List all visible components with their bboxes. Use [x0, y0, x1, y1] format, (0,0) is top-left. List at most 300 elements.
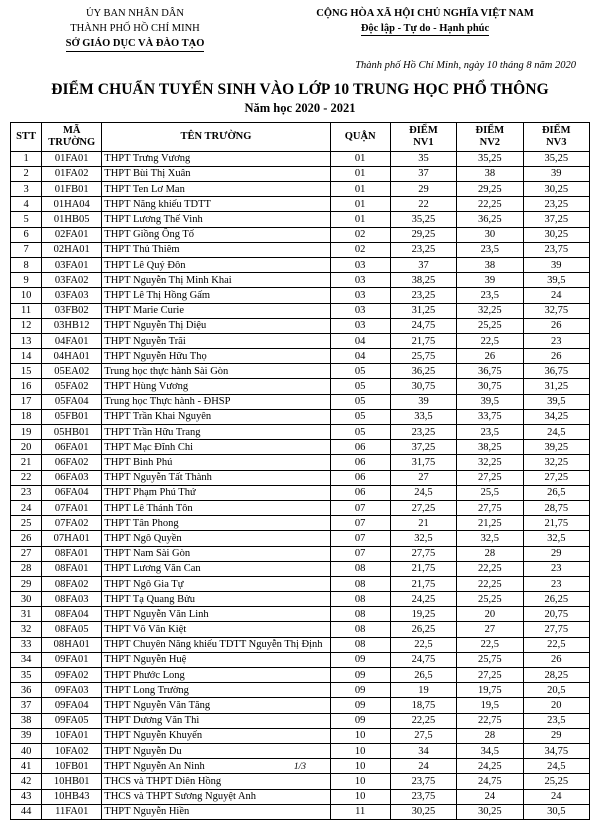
- cell-nv1: 22,25: [390, 713, 456, 728]
- cell-nv2: 26: [457, 349, 523, 364]
- cell-school-code: 05FB01: [42, 409, 102, 424]
- cell-stt: 26: [11, 531, 42, 546]
- table-row: [11, 531, 590, 546]
- cell-district: 08: [330, 576, 390, 591]
- table-row: [11, 273, 590, 288]
- cell-nv3: 37,25: [523, 212, 589, 227]
- cell-school-code: 03HB12: [42, 318, 102, 333]
- cell-nv1: 30,75: [390, 379, 456, 394]
- cell-school-code: 10FA02: [42, 743, 102, 758]
- cell-stt: 12: [11, 318, 42, 333]
- cell-district: 01: [330, 166, 390, 181]
- table-row: [11, 333, 590, 348]
- cell-school-code: 07FA01: [42, 500, 102, 515]
- cell-nv3: 27,25: [523, 470, 589, 485]
- table-row: [11, 698, 590, 713]
- table-row: [11, 774, 590, 789]
- cell-stt: 2: [11, 166, 42, 181]
- cell-nv2: 38,25: [457, 440, 523, 455]
- cell-nv3: 39: [523, 166, 589, 181]
- document-date: Thành phố Hồ Chí Minh, ngày 10 tháng 8 năm 2020: [355, 59, 576, 71]
- cell-stt: 42: [11, 774, 42, 789]
- cell-school-name: THPT Phạm Phú Thứ: [102, 485, 330, 500]
- cell-nv1: 23,25: [390, 242, 456, 257]
- cell-district: 11: [330, 804, 390, 819]
- cell-district: 07: [330, 531, 390, 546]
- cell-stt: 35: [11, 668, 42, 683]
- table-row: [11, 227, 590, 242]
- table-row: [11, 743, 590, 758]
- cell-district: 10: [330, 728, 390, 743]
- cell-nv2: 25,75: [457, 652, 523, 667]
- cell-school-code: 03FA01: [42, 257, 102, 272]
- cell-school-code: 08FA01: [42, 546, 102, 561]
- cell-school-name: THPT Nguyễn Huệ: [102, 652, 330, 667]
- cell-school-name: THPT Lê Thị Hồng Gấm: [102, 288, 330, 303]
- col-header-nv2: ĐIỂM NV2: [457, 122, 523, 151]
- cell-nv3: 34,25: [523, 409, 589, 424]
- cell-school-name: THPT Bùi Thị Xuân: [102, 166, 330, 181]
- cell-stt: 24: [11, 500, 42, 515]
- table-row: [11, 379, 590, 394]
- agency-line-2: THÀNH PHỐ HỒ CHÍ MINH: [70, 23, 200, 35]
- cell-district: 10: [330, 789, 390, 804]
- cell-nv1: 24: [390, 759, 456, 774]
- table-row: [11, 242, 590, 257]
- cell-nv2: 39,5: [457, 394, 523, 409]
- cell-school-name: THPT Dương Văn Thì: [102, 713, 330, 728]
- table-row: [11, 151, 590, 166]
- cell-nv2: 32,5: [457, 531, 523, 546]
- cell-stt: 19: [11, 425, 42, 440]
- table-header: [11, 122, 590, 151]
- cell-school-code: 08FA05: [42, 622, 102, 637]
- cell-nv1: 24,75: [390, 652, 456, 667]
- cell-nv1: 38,25: [390, 273, 456, 288]
- cell-nv3: 25,25: [523, 774, 589, 789]
- cell-school-name: THPT Năng khiếu TDTT: [102, 197, 330, 212]
- table-row: [11, 652, 590, 667]
- cell-district: 09: [330, 652, 390, 667]
- cell-nv2: 20: [457, 607, 523, 622]
- cell-nv1: 29: [390, 182, 456, 197]
- cell-nv2: 38: [457, 257, 523, 272]
- cell-district: 05: [330, 425, 390, 440]
- table-row: [11, 455, 590, 470]
- cell-nv1: 29,25: [390, 227, 456, 242]
- cell-stt: 34: [11, 652, 42, 667]
- cell-district: 08: [330, 637, 390, 652]
- cell-school-code: 03FA03: [42, 288, 102, 303]
- cell-nv2: 23,5: [457, 242, 523, 257]
- cell-nv1: 26,25: [390, 622, 456, 637]
- cell-district: 02: [330, 242, 390, 257]
- cell-nv3: 27,75: [523, 622, 589, 637]
- cell-stt: 29: [11, 576, 42, 591]
- cell-nv1: 23,25: [390, 288, 456, 303]
- cell-school-code: 01FA01: [42, 151, 102, 166]
- cell-school-name: THPT Lương Thế Vinh: [102, 212, 330, 227]
- cell-stt: 1: [11, 151, 42, 166]
- cell-school-name: THPT Nguyễn Văn Linh: [102, 607, 330, 622]
- agency-line-3-text: SỞ GIÁO DỤC VÀ ĐÀO TẠO: [66, 37, 205, 51]
- cell-nv1: 34: [390, 743, 456, 758]
- cell-nv2: 28: [457, 546, 523, 561]
- cell-nv1: 27,25: [390, 500, 456, 515]
- cell-nv1: 35,25: [390, 212, 456, 227]
- cell-district: 04: [330, 349, 390, 364]
- cell-nv1: 24,5: [390, 485, 456, 500]
- cell-school-name: THPT Long Trường: [102, 683, 330, 698]
- cell-school-name: THPT Mạc Đĩnh Chi: [102, 440, 330, 455]
- cell-stt: 32: [11, 622, 42, 637]
- cell-school-code: 09FA03: [42, 683, 102, 698]
- table-row: [11, 668, 590, 683]
- cell-nv1: 18,75: [390, 698, 456, 713]
- cell-stt: 33: [11, 637, 42, 652]
- cell-nv3: 28,75: [523, 500, 589, 515]
- cell-nv3: 34,75: [523, 743, 589, 758]
- cell-district: 03: [330, 273, 390, 288]
- cell-school-name: THPT Trần Khai Nguyên: [102, 409, 330, 424]
- cell-district: 07: [330, 546, 390, 561]
- cell-stt: 27: [11, 546, 42, 561]
- cell-nv2: 22,75: [457, 713, 523, 728]
- cell-nv1: 39: [390, 394, 456, 409]
- cell-school-code: 09FA05: [42, 713, 102, 728]
- table-row: [11, 592, 590, 607]
- table-row: [11, 576, 590, 591]
- cell-school-code: 10FA01: [42, 728, 102, 743]
- cell-school-code: 02FA01: [42, 227, 102, 242]
- document-title-block: [10, 81, 590, 116]
- cell-school-code: 06FA03: [42, 470, 102, 485]
- cell-stt: 20: [11, 440, 42, 455]
- cell-nv1: 32,5: [390, 531, 456, 546]
- cell-stt: 23: [11, 485, 42, 500]
- cell-school-code: 08FA04: [42, 607, 102, 622]
- cell-nv1: 37,25: [390, 440, 456, 455]
- cell-nv3: 31,25: [523, 379, 589, 394]
- cell-school-name: THPT Nam Sài Gòn: [102, 546, 330, 561]
- cell-school-name: THPT Nguyễn An Ninh: [102, 759, 330, 774]
- cell-nv3: 32,75: [523, 303, 589, 318]
- cell-stt: 17: [11, 394, 42, 409]
- cell-stt: 3: [11, 182, 42, 197]
- cell-nv3: 20: [523, 698, 589, 713]
- cell-nv1: 19,25: [390, 607, 456, 622]
- cell-stt: 14: [11, 349, 42, 364]
- cell-school-name: THPT Nguyễn Tất Thành: [102, 470, 330, 485]
- cell-school-name: THPT Nguyễn Trãi: [102, 333, 330, 348]
- cell-stt: 11: [11, 303, 42, 318]
- cell-stt: 30: [11, 592, 42, 607]
- cell-nv1: 30,25: [390, 804, 456, 819]
- table-row: [11, 425, 590, 440]
- cell-school-name: THPT Nguyễn Thị Minh Khai: [102, 273, 330, 288]
- cell-school-name: THPT Nguyễn Khuyến: [102, 728, 330, 743]
- cell-nv1: 25,75: [390, 349, 456, 364]
- cell-nv3: 23,5: [523, 713, 589, 728]
- table-row: [11, 728, 590, 743]
- cell-nv2: 25,25: [457, 318, 523, 333]
- cell-school-name: THPT Nguyễn Hữu Thọ: [102, 349, 330, 364]
- cell-nv3: 28,25: [523, 668, 589, 683]
- col-header-school-name: TÊN TRƯỜNG: [102, 122, 330, 151]
- cell-nv3: 26,25: [523, 592, 589, 607]
- cell-nv2: 22,25: [457, 197, 523, 212]
- cell-nv2: 24,75: [457, 774, 523, 789]
- cell-stt: 5: [11, 212, 42, 227]
- cell-school-code: 10HB01: [42, 774, 102, 789]
- cell-school-name: THPT Trưng Vương: [102, 151, 330, 166]
- cell-nv3: 23,25: [523, 197, 589, 212]
- cell-school-code: 06FA01: [42, 440, 102, 455]
- cell-nv1: 35: [390, 151, 456, 166]
- cell-school-name: THPT Trần Hữu Trang: [102, 425, 330, 440]
- national-motto: [260, 21, 590, 36]
- cell-district: 10: [330, 743, 390, 758]
- cell-district: 05: [330, 394, 390, 409]
- cell-nv1: 31,75: [390, 455, 456, 470]
- cell-nv3: 26: [523, 349, 589, 364]
- cell-school-name: THPT Giồng Ông Tố: [102, 227, 330, 242]
- cell-nv1: 26,5: [390, 668, 456, 683]
- national-motto-text: Độc lập - Tự do - Hạnh phúc: [361, 22, 489, 36]
- table-row: [11, 683, 590, 698]
- cell-school-name: THPT Ngô Gia Tự: [102, 576, 330, 591]
- cell-district: 03: [330, 303, 390, 318]
- cell-nv3: 23: [523, 576, 589, 591]
- cell-stt: 44: [11, 804, 42, 819]
- cell-nv3: 23: [523, 333, 589, 348]
- cell-stt: 16: [11, 379, 42, 394]
- cell-school-code: 03FA02: [42, 273, 102, 288]
- cell-nv3: 30,5: [523, 804, 589, 819]
- cell-stt: 8: [11, 257, 42, 272]
- cell-district: 06: [330, 440, 390, 455]
- table-row: [11, 440, 590, 455]
- cell-stt: 15: [11, 364, 42, 379]
- cell-school-name: THCS và THPT Diên Hồng: [102, 774, 330, 789]
- table-row: [11, 561, 590, 576]
- table-row: [11, 789, 590, 804]
- cell-nv2: 32,25: [457, 455, 523, 470]
- cell-nv2: 32,25: [457, 303, 523, 318]
- cell-school-code: 11FA01: [42, 804, 102, 819]
- cell-nv1: 21: [390, 516, 456, 531]
- cell-school-code: 08FA01: [42, 561, 102, 576]
- cell-district: 02: [330, 227, 390, 242]
- table-row: [11, 257, 590, 272]
- cell-district: 10: [330, 759, 390, 774]
- cell-nv3: 39: [523, 257, 589, 272]
- cell-nv2: 21,25: [457, 516, 523, 531]
- cell-nv3: 29: [523, 728, 589, 743]
- cell-nv1: 21,75: [390, 561, 456, 576]
- cell-nv2: 22,5: [457, 637, 523, 652]
- cell-school-name: THPT Lương Văn Can: [102, 561, 330, 576]
- cell-stt: 36: [11, 683, 42, 698]
- cell-stt: 22: [11, 470, 42, 485]
- cell-nv3: 39,5: [523, 394, 589, 409]
- cell-school-name: THPT Marie Curie: [102, 303, 330, 318]
- cell-school-code: 06FA04: [42, 485, 102, 500]
- cell-nv3: 32,5: [523, 531, 589, 546]
- cell-stt: 21: [11, 455, 42, 470]
- cell-district: 06: [330, 485, 390, 500]
- cell-nv1: 37: [390, 257, 456, 272]
- table-row: [11, 713, 590, 728]
- table-row: [11, 804, 590, 819]
- cell-district: 03: [330, 288, 390, 303]
- col-header-nv3: ĐIỂM NV3: [523, 122, 589, 151]
- page-number: 1/3: [293, 762, 307, 772]
- table-row: [11, 409, 590, 424]
- cell-nv1: 33,5: [390, 409, 456, 424]
- cell-stt: 31: [11, 607, 42, 622]
- cell-school-code: 01FA02: [42, 166, 102, 181]
- cell-nv1: 21,75: [390, 333, 456, 348]
- cell-district: 05: [330, 409, 390, 424]
- cell-nv3: 23: [523, 561, 589, 576]
- page-subtitle: Năm học 2020 - 2021: [244, 100, 356, 115]
- cell-district: 03: [330, 257, 390, 272]
- cell-nv3: 26,5: [523, 485, 589, 500]
- cell-school-name: Trung học Thực hành - ĐHSP: [102, 394, 330, 409]
- table-row: [11, 485, 590, 500]
- table-row: [11, 166, 590, 181]
- cell-nv2: 27,75: [457, 500, 523, 515]
- cell-district: 07: [330, 516, 390, 531]
- cell-school-name: THPT Ngô Quyền: [102, 531, 330, 546]
- cell-nv1: 21,75: [390, 576, 456, 591]
- cell-nv2: 24: [457, 789, 523, 804]
- cell-stt: 10: [11, 288, 42, 303]
- national-title: CỘNG HÒA XÃ HỘI CHỦ NGHĨA VIỆT NAM: [316, 8, 534, 19]
- cell-nv2: 22,25: [457, 576, 523, 591]
- cell-nv3: 24,5: [523, 425, 589, 440]
- document-header: [10, 6, 590, 52]
- col-header-district: QUẬN: [330, 122, 390, 151]
- cell-nv3: 35,25: [523, 151, 589, 166]
- cell-stt: 37: [11, 698, 42, 713]
- cell-school-code: 03FB02: [42, 303, 102, 318]
- cell-school-name: THPT Hùng Vương: [102, 379, 330, 394]
- table-row: [11, 546, 590, 561]
- cell-school-code: 09FA04: [42, 698, 102, 713]
- cell-nv2: 24,25: [457, 759, 523, 774]
- cell-district: 01: [330, 151, 390, 166]
- cell-district: 09: [330, 683, 390, 698]
- cell-nv3: 39,25: [523, 440, 589, 455]
- cell-district: 05: [330, 364, 390, 379]
- cell-school-code: 10FB01: [42, 759, 102, 774]
- cell-school-code: 01HA04: [42, 197, 102, 212]
- table-row: [11, 637, 590, 652]
- header-left-block: [10, 6, 260, 52]
- cell-nv3: 26: [523, 652, 589, 667]
- cell-nv1: 23,75: [390, 774, 456, 789]
- cell-nv2: 36,25: [457, 212, 523, 227]
- cell-nv3: 30,25: [523, 182, 589, 197]
- cell-nv2: 25,25: [457, 592, 523, 607]
- agency-line-1: ỦY BAN NHÂN DÂN: [86, 8, 184, 19]
- cell-school-code: 05HB01: [42, 425, 102, 440]
- cell-nv2: 22,5: [457, 333, 523, 348]
- cell-district: 07: [330, 500, 390, 515]
- cell-school-code: 10HB43: [42, 789, 102, 804]
- table-row: [11, 516, 590, 531]
- cell-school-code: 08FA03: [42, 592, 102, 607]
- cell-nv3: 36,75: [523, 364, 589, 379]
- cell-stt: 28: [11, 561, 42, 576]
- cell-nv1: 27: [390, 470, 456, 485]
- cell-school-name: THPT Chuyên Năng khiếu TDTT Nguyễn Thị Định: [102, 637, 330, 652]
- cell-district: 06: [330, 470, 390, 485]
- cell-stt: 9: [11, 273, 42, 288]
- cell-school-name: THPT Nguyễn Thị Diệu: [102, 318, 330, 333]
- cell-stt: 13: [11, 333, 42, 348]
- page-title: ĐIỂM CHUẨN TUYỂN SINH VÀO LỚP 10 TRUNG HỌC PHỔ THÔNG: [51, 80, 549, 98]
- cell-nv3: 24: [523, 789, 589, 804]
- cell-school-code: 04HA01: [42, 349, 102, 364]
- cell-nv3: 29: [523, 546, 589, 561]
- cell-school-code: 09FA02: [42, 668, 102, 683]
- cell-nv2: 33,75: [457, 409, 523, 424]
- cell-school-code: 07HA01: [42, 531, 102, 546]
- cell-stt: 7: [11, 242, 42, 257]
- cell-nv3: 30,25: [523, 227, 589, 242]
- cell-stt: 4: [11, 197, 42, 212]
- cell-nv2: 39: [457, 273, 523, 288]
- col-header-stt: STT: [11, 122, 42, 151]
- cell-nv3: 24,5: [523, 759, 589, 774]
- cell-school-name: THPT Thủ Thiêm: [102, 242, 330, 257]
- cell-nv3: 26: [523, 318, 589, 333]
- table-row: [11, 394, 590, 409]
- cell-school-name: THPT Võ Văn Kiệt: [102, 622, 330, 637]
- cell-stt: 41: [11, 759, 42, 774]
- cell-school-name: THPT Lê Thánh Tôn: [102, 500, 330, 515]
- table-row: [11, 349, 590, 364]
- table-row: [11, 470, 590, 485]
- cell-nv1: 27,75: [390, 546, 456, 561]
- col-header-school-code: MÃ TRƯỜNG: [42, 122, 102, 151]
- cell-district: 08: [330, 592, 390, 607]
- cell-district: 05: [330, 379, 390, 394]
- cell-nv2: 22,25: [457, 561, 523, 576]
- cell-school-code: 09FA01: [42, 652, 102, 667]
- table-row: [11, 318, 590, 333]
- cell-nv3: 32,25: [523, 455, 589, 470]
- cell-nv2: 25,5: [457, 485, 523, 500]
- cell-stt: 40: [11, 743, 42, 758]
- cell-nv2: 29,25: [457, 182, 523, 197]
- cell-nv2: 30: [457, 227, 523, 242]
- cell-nv1: 27,5: [390, 728, 456, 743]
- cell-school-code: 08HA01: [42, 637, 102, 652]
- cell-district: 08: [330, 561, 390, 576]
- cell-nv1: 23,25: [390, 425, 456, 440]
- cell-nv1: 24,25: [390, 592, 456, 607]
- cell-district: 10: [330, 774, 390, 789]
- cell-nv2: 19,5: [457, 698, 523, 713]
- cell-district: 08: [330, 607, 390, 622]
- cell-nv2: 30,25: [457, 804, 523, 819]
- cell-nv2: 23,5: [457, 425, 523, 440]
- cell-nv3: 20,75: [523, 607, 589, 622]
